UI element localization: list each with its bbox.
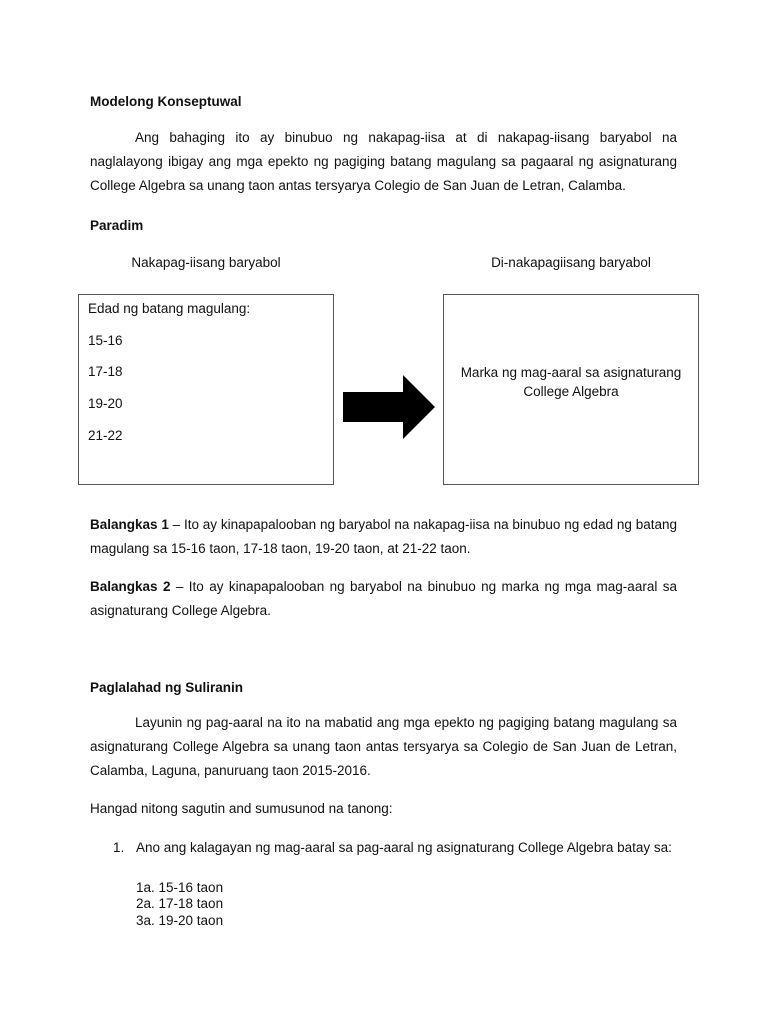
age-range-item: 19-20 [88, 396, 123, 411]
box-title: Edad ng batang magulang: [88, 301, 251, 316]
question-number: 1. [113, 840, 125, 855]
framework-1 [90, 513, 677, 561]
independent-variable-label: Nakapag-iisang baryabol [131, 255, 281, 270]
questions-intro: Hangad nitong sagutin and sumusunod na tanong: [90, 801, 393, 816]
paragraph-konseptuwal [90, 126, 677, 198]
paragraph-text: Layunin ng pag-aaral na ito na mabatid ang mga epekto ng pagiging batang magulang sa asignaturang College Algebra sa unang taon antas tersyarya sa Colegio de San Juan de Letran, Calamba, Laguna, panuruang taon 2015-2016. [90, 715, 677, 778]
section-heading-paglalahad: Paglalahad ng Suliranin [90, 680, 244, 695]
right-arrow-icon [342, 374, 436, 440]
section-heading-modelong-konseptuwal: Modelong Konseptuwal [90, 94, 242, 109]
section-heading-paradim: Paradim [90, 218, 144, 233]
age-range-item: 17-18 [88, 364, 123, 379]
box-text-line-1: Marka ng mag-aaral sa asignaturang [460, 365, 682, 380]
dependent-variable-box [443, 294, 699, 485]
framework-text: – Ito ay kinapapalooban ng baryabol na nakapag-iisa na binubuo ng edad ng batang magulang sa 15-16 taon, 17-18 taon, 19-20 taon, at 21-22 taon. [90, 517, 677, 556]
age-range-item: 21-22 [88, 428, 123, 443]
paragraph-text: Ang bahaging ito ay binubuo ng nakapag-iisa at di nakapag-iisang baryabol na naglalayong ibigay ang mga epekto ng pagiging batang magulang sa pagaaral ng asignaturang College Algebra sa unang taon antas tersyarya Colegio de San Juan de Letran, Calamba. [90, 130, 677, 193]
sub-item: 1a. 15-16 taon [136, 880, 224, 895]
dependent-variable-label: Di-nakapagiisang baryabol [491, 255, 651, 270]
framework-2 [90, 575, 677, 623]
paragraph-suliranin [90, 711, 677, 783]
box-text-line-2: College Algebra [523, 384, 619, 399]
framework-label: Balangkas 2 [90, 579, 171, 594]
independent-variable-box [78, 294, 334, 485]
framework-text: – Ito ay kinapapalooban ng baryabol na binubuo ng marka ng mga mag-aaral sa asignaturang College Algebra. [90, 579, 677, 618]
sub-item: 3a. 19-20 taon [136, 913, 224, 928]
sub-item: 2a. 17-18 taon [136, 896, 224, 911]
age-range-item: 15-16 [88, 333, 123, 348]
framework-label: Balangkas 1 [90, 517, 169, 532]
question-text: Ano ang kalagayan ng mag-aaral sa pag-aaral ng asignaturang College Algebra batay sa: [136, 840, 672, 855]
